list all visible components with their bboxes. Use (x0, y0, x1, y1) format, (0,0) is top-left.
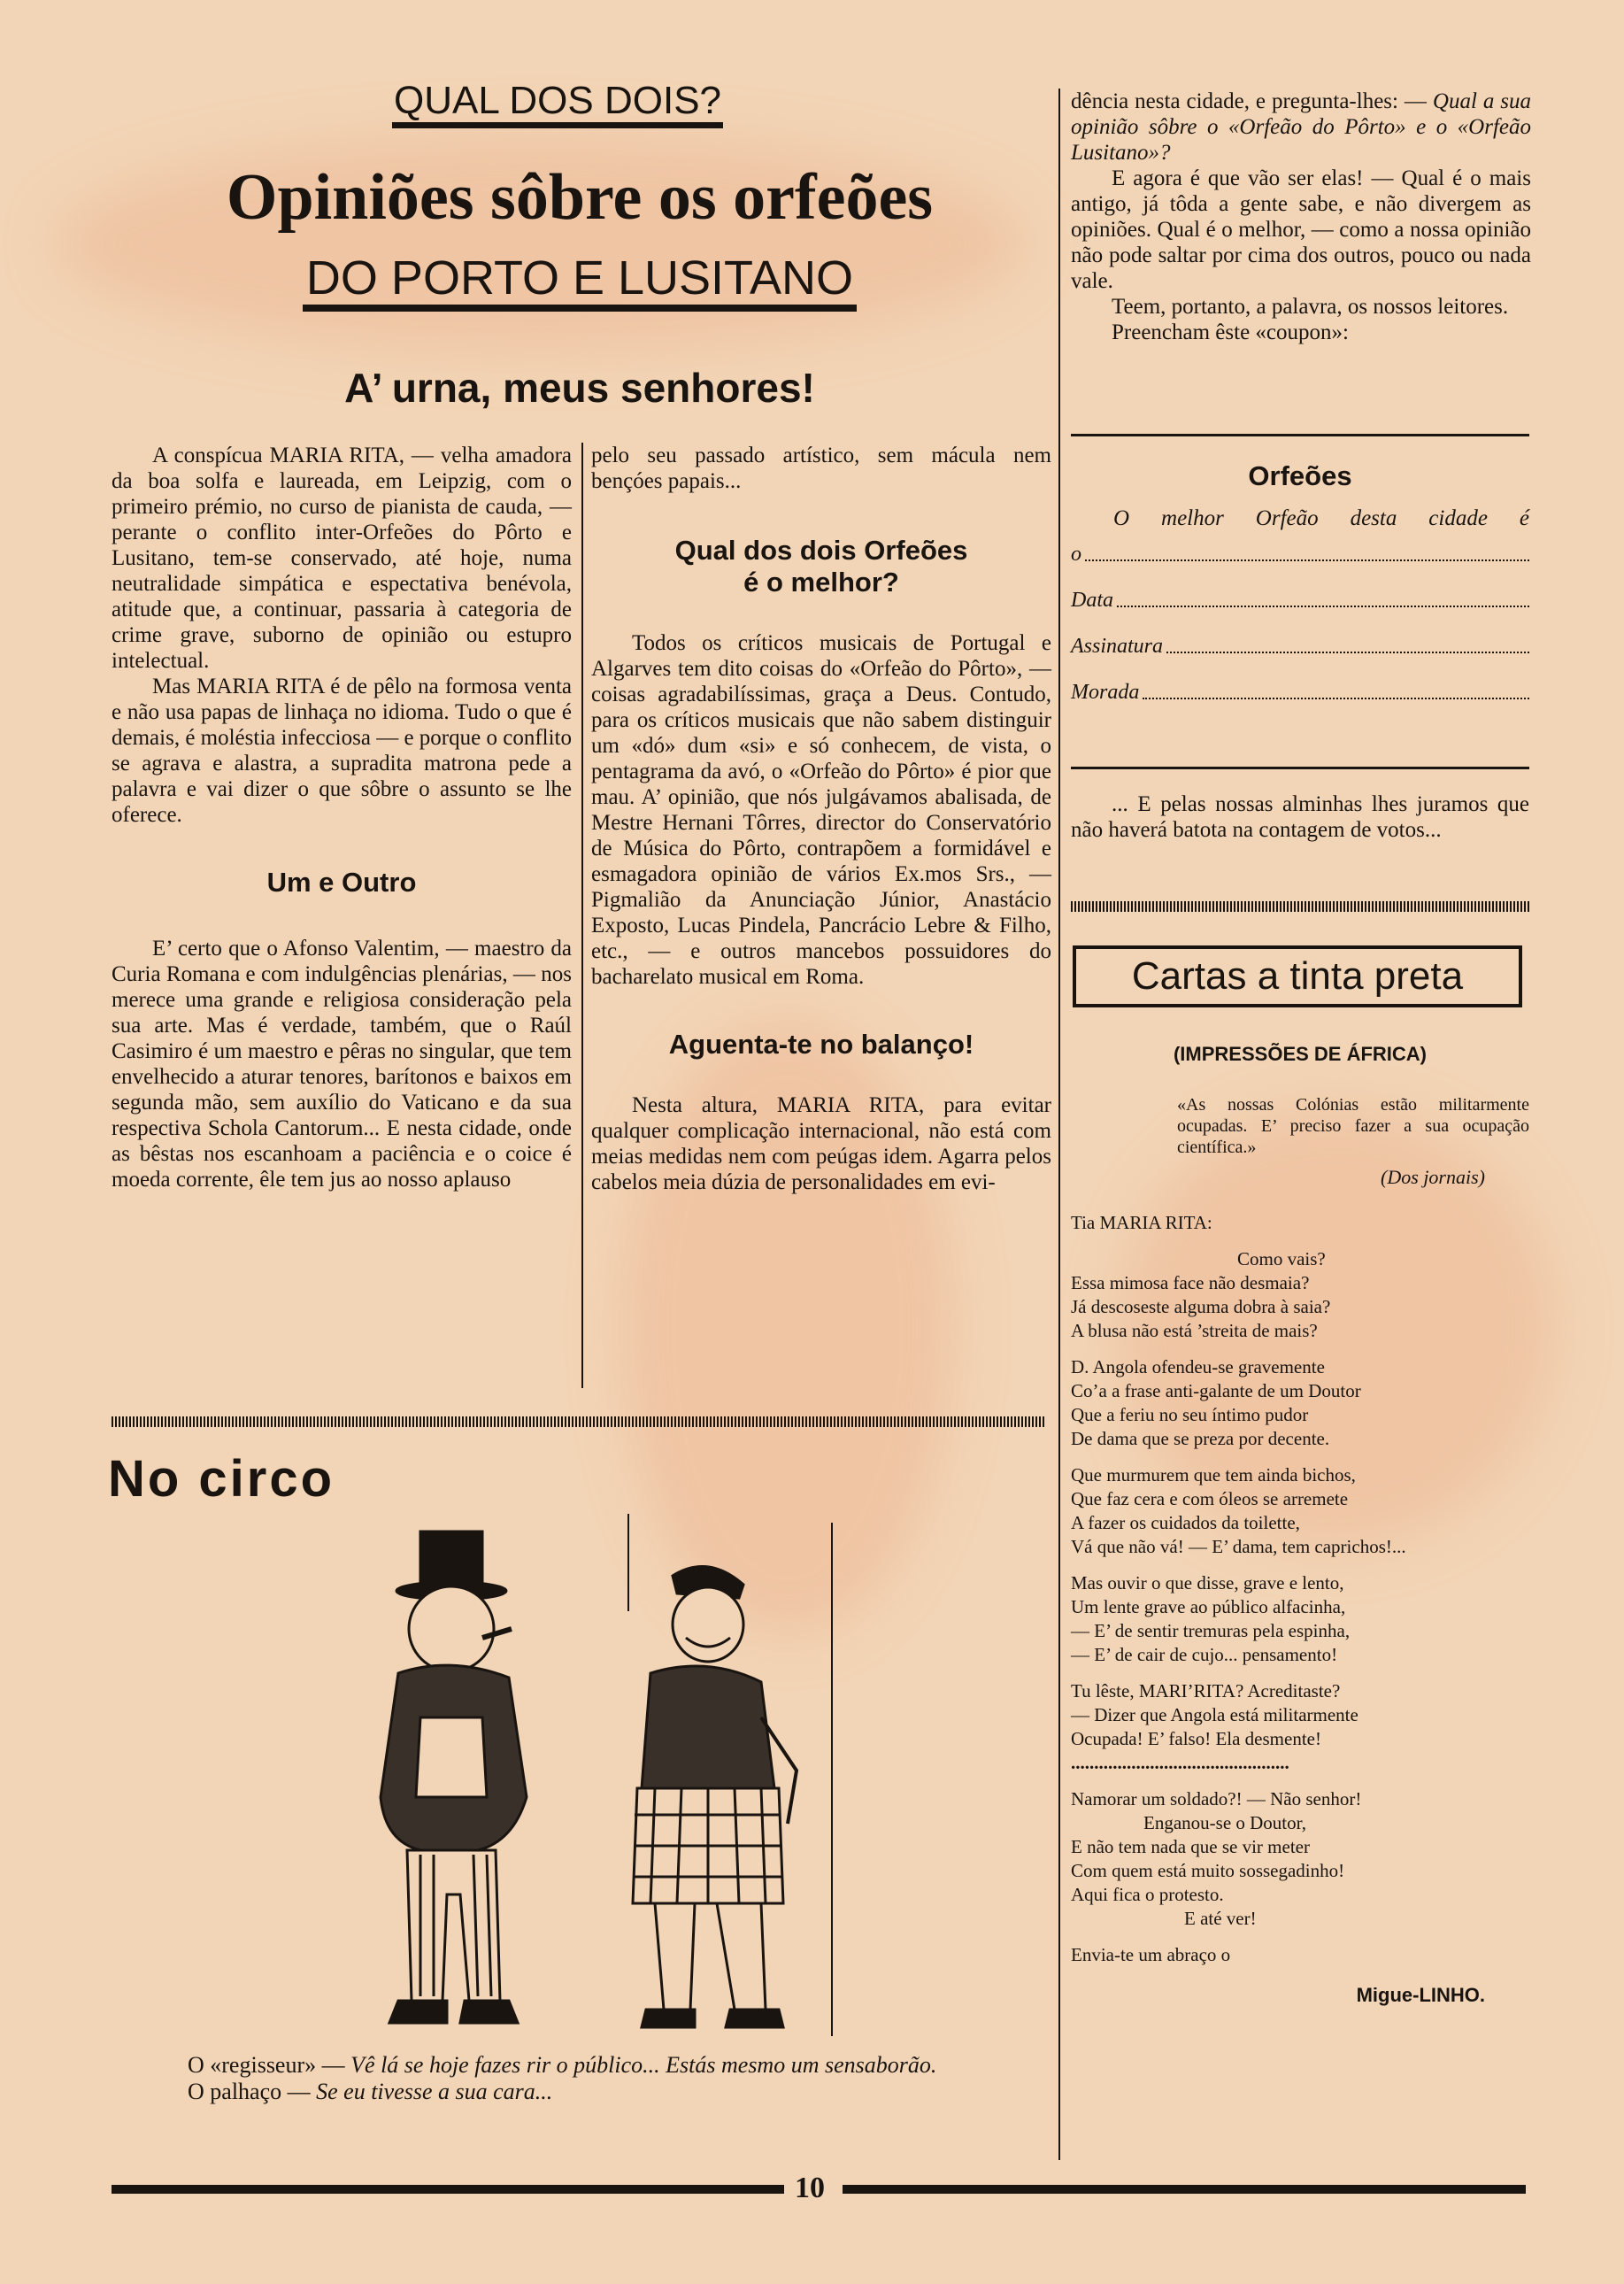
article-paragraph: Todos os críticos musicais de Portugal e Algarves tem dito coisas do «Orfeão do Pôrto», — coisas agradabilíssimas, graça a Deus. Contudo, para os críticos musicais que não sabem distinguir um «dó» dum «si» e só conhecem, de vista, o pentagrama da avó, o «Orfeão do Pôrto» é pior que mau. A’ opinião, que nós julgávamos abalisada, de Mestre Hernani Tôrres, director do Conservatório de Música do Pôrto, contrapõem a formidável e esmagadora opinião de vários Ex.mos Srs., — Pigmalião da Anunciação Júnior, Anastácio Exposto, Lucas Pindela, Pancrácio Lebre & Filho, etc., — e outros mancebos possuidores do bacharelato musical em Roma. (591, 631, 1051, 989)
article-paragraph: A conspícua MARIA RITA, — velha amadora da boa solfa e laureada, em Leipzig, com o primeiro prémio, no curso de pianista de cauda, — perante o conflito inter-Orfeões do Pôrto e Lusitano, tem-se conservado, até hoje, numa neutralidade simpática e espectativa benévola, atitude que, a continuar, passaria à categoria de crime grave, suborno de opinião ou estupro intelectual. (112, 444, 572, 673)
column-divider (581, 443, 583, 1388)
footer-rule-right (843, 2185, 1526, 2194)
kicker-headline: QUAL DOS DOIS? (115, 78, 1000, 124)
article-closing: ... E pelas nossas alminhas lhes juramos que não haverá batota na contagem de votos... (1071, 792, 1529, 842)
coupon-field-date[interactable]: Data (1071, 583, 1529, 613)
article-paragraph: Teem, portanto, a palavra, os nossos leitores. (1112, 295, 1509, 319)
cartoon-illustration (336, 1505, 885, 2045)
stanza: D. Angola ofendeu-se gravemente Co’a a frase anti-galante de um Doutor Que a feriu no seu íntimo pudor De dama que se preza por decente. (1071, 1356, 1361, 1449)
footer-rule-left (112, 2185, 784, 2194)
article-column-1 (112, 443, 572, 1192)
lead-headline: A’ urna, meus senhores! (344, 365, 815, 411)
hatched-divider (1071, 901, 1529, 912)
salutation: Tia MARIA RITA: (1071, 1212, 1212, 1233)
signature: Migue-LINHO. (1356, 1984, 1485, 2006)
stanza: Tu lêste, MARI’RITA? Acreditaste? — Dizer que Angola está militarmente Ocupada! E’ falso! Ela desmente! ............................................... (1071, 1680, 1358, 1773)
coupon-statement: O melhor Orfeão desta cidade é (1113, 506, 1529, 530)
circo-title: No circo (108, 1450, 335, 1508)
stanza: Que murmurem que tem ainda bichos, Que faz cera e com óleos se arremete A fazer os cuidados da toilette, Vá que não vá! — E’ dama, tem caprichos!... (1071, 1464, 1406, 1557)
section-heading: Aguenta-te no balanço! (668, 1029, 974, 1060)
voting-coupon (1071, 443, 1529, 705)
article-paragraph: E agora é que vão ser elas! — Qual é o mais antigo, já tôda a gente sabe, e não divergem as opiniões. Qual é o melhor, — como a nossa opinião não pode saltar por cima dos outros, pouco ou nada vale. (1071, 166, 1531, 293)
article-column-2 (591, 443, 1051, 1195)
cartas-subtitle: (IMPRESSÕES DE ÁFRICA) (1173, 1043, 1428, 1065)
page-number: 10 (795, 2172, 825, 2204)
article-paragraph: Nesta altura, MARIA RITA, para evitar qualquer complicação internacional, não está com meias medidas nem com peúgas idem. Agarra pelos cabelos meia dúzia de personalidades em evi- (591, 1093, 1051, 1194)
stanza: Mas ouvir o que disse, grave e lento, Um lente grave ao público alfacinha, — E’ de sentir tremuras pela espinha, — E’ de cair de cujo... pensamento! (1071, 1572, 1351, 1665)
coupon-field-orfeao[interactable]: o (1071, 536, 1529, 567)
coupon-bottom-rule (1071, 767, 1529, 769)
article-paragraph: Mas MARIA RITA é de pêlo na formosa venta e não usa papas de linhaça no idioma. Tudo o que é demais, é moléstia infecciosa — e porque o conflito se agrava e alastra, a supradita matrona pede a palavra e vai dizer o que sôbre o assunto se lhe oferece. (112, 675, 572, 827)
article-paragraph: Preencham êste «coupon»: (1112, 320, 1349, 344)
article-paragraph: dência nesta cidade, e pregunta-lhes: — Qual a sua opinião sôbre o «Orfeão do Pôrto» e o «Orfeão Lusitano»? (1071, 89, 1532, 165)
cartas-letter (1071, 1211, 1529, 2007)
article-paragraph: E’ certo que o Afonso Valentim, — maestro da Curia Romana e com indulgências plenárias, — nos merece uma grande e religiosa consideração pela sua arte. Mas é verdade, também, que o Raúl Casimiro é um maestro e pêras no singular, que tem envelhecido a aturar tenores, barítonos e baixos em segunda mão, sem auxílio do Vaticano e da sua respectiva Schola Cantorum... E nesta cidade, onde as bêstas nos escanhoam a paciência e o coice é moeda corrente, êle tem jus ao nosso aplauso (112, 937, 572, 1192)
cartas-title-box (1073, 945, 1522, 1007)
stanza: Namorar um soldado?! — Não senhor! Enganou-se o Doutor, E não tem nada que se vir meter Com quem está muito sossegadinho! Aqui fica o protesto. E até ver! (1071, 1788, 1362, 1929)
ringmaster-figure (381, 1532, 527, 2023)
coupon-field-address[interactable]: Morada (1071, 675, 1529, 705)
subtitle-headline: DO PORTO E LUSITANO (89, 250, 1071, 306)
section-heading: Um e Outro (266, 867, 417, 898)
cartoon-caption: O «regisseur» — Vê lá se hoje fazes rir o público... Estás mesmo um sensaborão. O palhaço — Se eu tivesse a sua cara... (188, 2052, 937, 2104)
article-column-3 (1071, 89, 1531, 345)
main-title: Opiniões sôbre os orfeões (226, 161, 934, 234)
closing-line: Envia-te um abraço o (1071, 1944, 1231, 1965)
coupon-field-signature[interactable]: Assinatura (1071, 629, 1529, 659)
article-paragraph: pelo seu passado artístico, sem mácula nem bençóes papais... (591, 444, 1051, 493)
hatched-divider (112, 1416, 1044, 1427)
column-divider (1058, 89, 1060, 2160)
section-heading: Qual dos dois Orfeões é o melhor? (674, 535, 968, 598)
stanza: Como vais? Essa mimosa face não desmaia? Já descoseste alguma dobra à saia? A blusa não está ’streita de mais? (1071, 1248, 1331, 1341)
clown-figure (628, 1514, 832, 2036)
cartas-epigraph: «As nossas Colónias estão militarmente ocupadas. E’ preciso fazer a sua ocupação científica.» (Dos jornais) (1177, 1095, 1529, 1188)
cartas-title: Cartas a tinta preta (1131, 954, 1464, 998)
coupon-title: Orfeões (1248, 460, 1352, 491)
coupon-top-rule (1071, 434, 1529, 436)
